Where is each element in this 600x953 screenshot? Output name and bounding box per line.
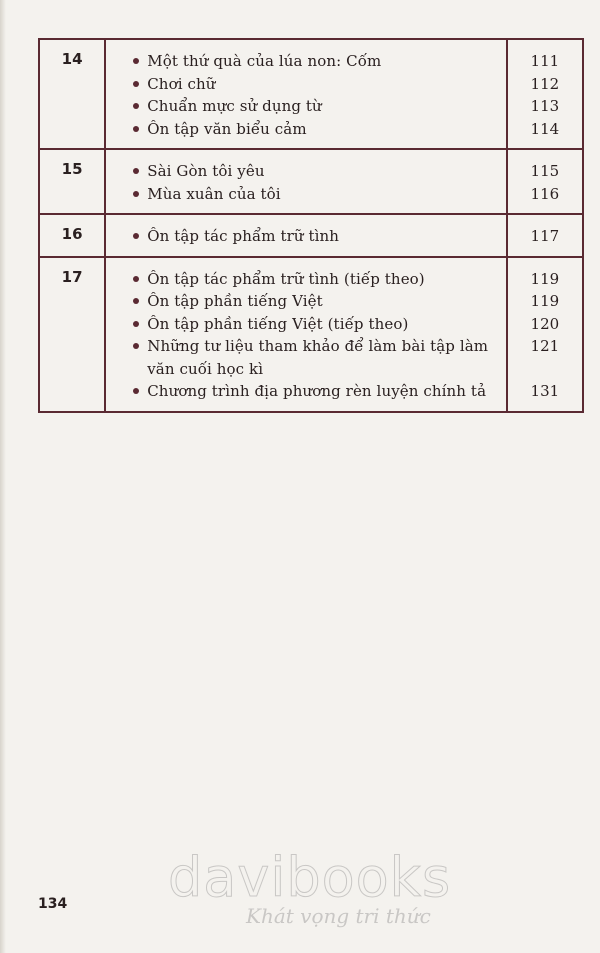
lesson-list [106, 40, 505, 148]
list-item [106, 50, 505, 73]
bullet-icon [133, 321, 139, 327]
page-cell [507, 257, 583, 412]
lesson-cell [105, 39, 506, 149]
table-row [39, 39, 583, 149]
list-item [106, 160, 505, 183]
lesson-page: 111 [530, 52, 560, 70]
lesson-title: Ôn tập tác phẩm trữ tình (tiếp theo) [147, 269, 425, 288]
lesson-list [106, 215, 505, 256]
page-list [508, 215, 582, 256]
list-item [106, 335, 505, 380]
table-row [39, 149, 583, 214]
page-list [508, 150, 582, 213]
week-number: 14 [39, 39, 105, 149]
bullet-icon [133, 126, 139, 132]
lesson-page: 131 [530, 382, 560, 400]
week-number: 17 [39, 257, 105, 412]
lesson-cell [105, 214, 506, 257]
bullet-icon [133, 298, 139, 304]
lesson-title: Sài Gòn tôi yêu [147, 162, 265, 180]
lesson-page: 119 [530, 292, 560, 310]
page-cell [507, 149, 583, 214]
list-item [106, 268, 505, 291]
bullet-icon [133, 103, 139, 109]
page-cell [507, 214, 583, 257]
watermark-logo: davibooks [168, 846, 452, 909]
list-item [106, 73, 505, 96]
page-list [508, 40, 582, 148]
bullet-icon [133, 233, 139, 239]
watermark [168, 848, 468, 928]
list-item [106, 313, 505, 336]
bullet-icon [133, 168, 139, 174]
page-cell [507, 39, 583, 149]
page-list [508, 258, 582, 411]
lesson-page: 121 [530, 337, 560, 355]
bullet-icon [133, 58, 139, 64]
list-item [106, 290, 505, 313]
bullet-icon [133, 191, 139, 197]
lesson-page: 117 [530, 227, 560, 245]
lesson-title: Chuẩn mực sử dụng từ [147, 97, 322, 115]
lesson-title: Chơi chữ [147, 74, 216, 93]
bullet-icon [133, 276, 139, 282]
lesson-title: Ôn tập tác phẩm trữ tình [147, 227, 340, 245]
lesson-title: Chương trình địa phương rèn luyện chính tả [147, 382, 487, 400]
list-item [106, 380, 505, 403]
lesson-title: Những tư liệu tham khảo để làm bài tập làm văn cuối học kì [147, 337, 489, 378]
watermark-tagline: Khát vọng tri thức [246, 904, 431, 928]
lesson-title: Ôn tập phần tiếng Việt (tiếp theo) [147, 314, 409, 333]
lesson-page: 113 [530, 97, 560, 115]
table-of-contents [38, 38, 584, 413]
lesson-page: 120 [530, 314, 560, 333]
week-number: 15 [39, 149, 105, 214]
lesson-title: Ôn tập văn biểu cảm [147, 119, 307, 138]
table-row [39, 214, 583, 257]
toc-body [39, 39, 583, 412]
week-number: 16 [39, 214, 105, 257]
lesson-cell [105, 257, 506, 412]
lesson-cell [105, 149, 506, 214]
bullet-icon [133, 388, 139, 394]
lesson-title: Mùa xuân của tôi [147, 184, 281, 203]
lesson-page: 114 [530, 119, 560, 138]
lesson-page: 119 [530, 269, 560, 288]
lesson-page: 115 [530, 162, 560, 180]
list-item [106, 118, 505, 141]
page-edge [0, 0, 6, 953]
lesson-list [106, 258, 505, 411]
list-item [106, 95, 505, 118]
page-number: 134 [38, 896, 68, 912]
table-row [39, 257, 583, 412]
lesson-title: Ôn tập phần tiếng Việt [147, 292, 323, 310]
lesson-list [106, 150, 505, 213]
bullet-icon [133, 343, 139, 349]
lesson-page: 116 [530, 184, 560, 203]
list-item [106, 225, 505, 248]
lesson-page: 112 [530, 74, 560, 93]
lesson-title: Một thứ quà của lúa non: Cốm [147, 52, 382, 70]
bullet-icon [133, 81, 139, 87]
list-item [106, 183, 505, 206]
